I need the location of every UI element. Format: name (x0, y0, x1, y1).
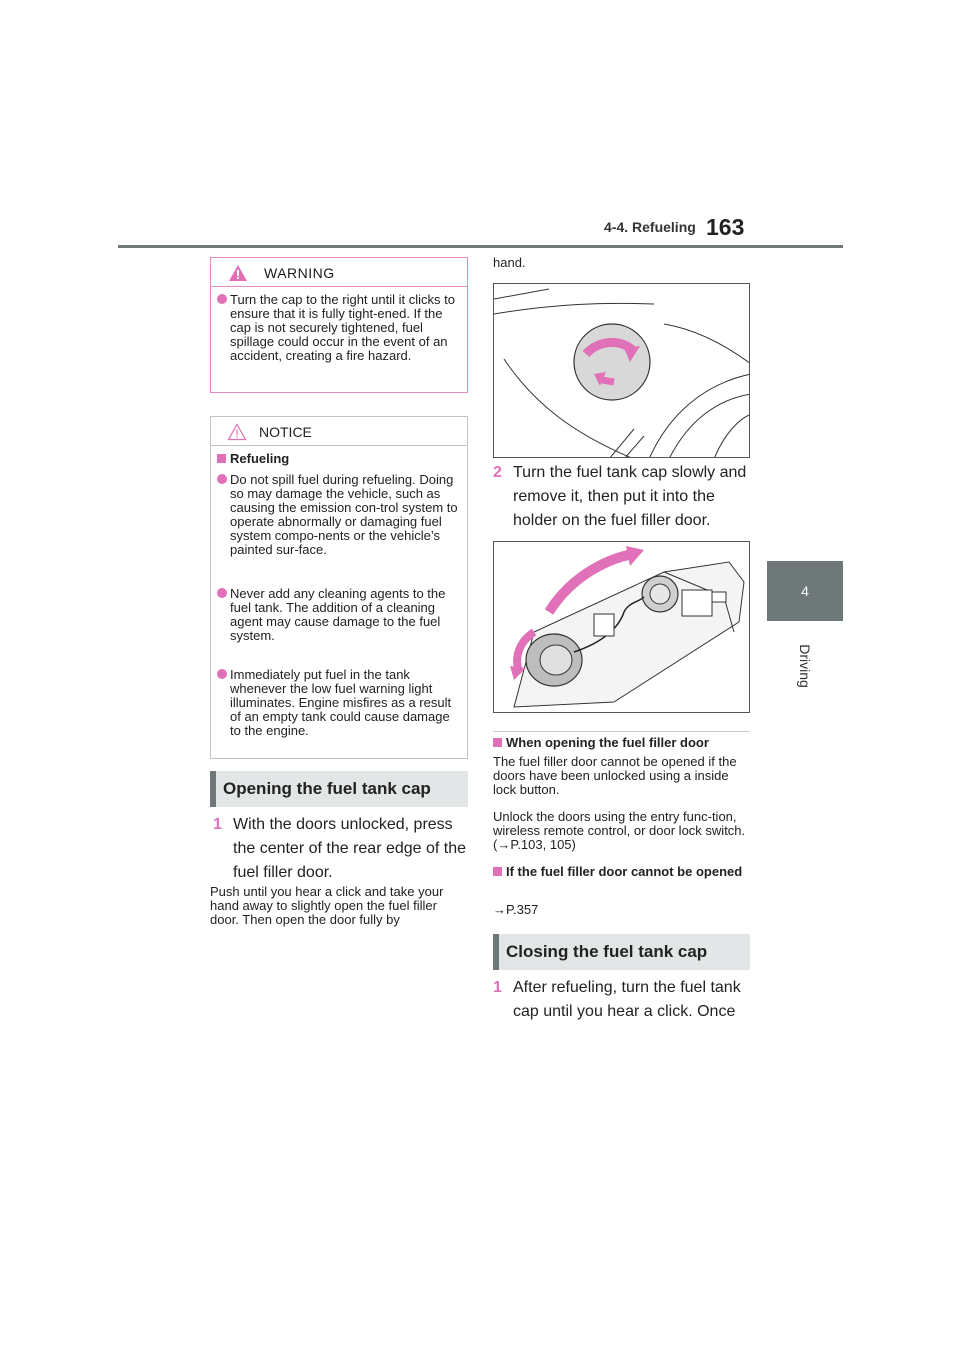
notice-item-text: Immediately put fuel in the tank whenever the low fuel warning light illuminates. Engine misfires as a result of an empty tank could cause damage to the engine. (230, 667, 452, 738)
bullet-icon (217, 588, 227, 598)
opening-step-1 (213, 813, 468, 885)
notice-item-text: Do not spill fuel during refueling. Doing so may damage the vehicle, such as causing the emission con-trol system to operate abnormally or damaging fuel system compo-nents or the vehicle’s painted sur-face. (230, 472, 458, 557)
warning-item (217, 293, 463, 363)
notice-box (210, 416, 468, 759)
opening-step-2 (493, 461, 750, 533)
note-1-paragraph-2[interactable]: Unlock the doors using the entry func-tion, wireless remote control, or door lock switch. (→P.103, 105) (493, 809, 746, 852)
square-bullet-icon (217, 454, 226, 463)
note-1-heading (493, 736, 750, 750)
fuel-door-press-drawing (494, 284, 750, 458)
fuel-door-press-illustration (493, 283, 750, 458)
notice-header (211, 417, 467, 446)
opening-heading: Opening the fuel tank cap (210, 771, 468, 807)
warning-box (210, 257, 468, 393)
header-divider (118, 245, 843, 248)
chapter-label: Driving (797, 644, 813, 688)
notice-title: NOTICE (259, 424, 312, 440)
step-text: With the doors unlocked, press the center of the rear edge of the fuel filler door. (233, 816, 467, 881)
closing-step-1 (493, 976, 750, 1024)
step-text: After refueling, turn the fuel tank cap until you hear a click. Once (513, 979, 741, 1020)
notice-subheading (217, 452, 289, 466)
note-1-heading-text: When opening the fuel filler door (506, 735, 709, 750)
note-2-reference[interactable]: →P.357 (493, 902, 539, 917)
warning-title: WARNING (264, 265, 335, 281)
notice-item-text: Never add any cleaning agents to the fuel tank. The addition of a cleaning agent may cause damage to the fuel system. (230, 586, 446, 643)
warning-header (211, 258, 467, 287)
note-2-heading-text: If the fuel filler door cannot be opened (506, 864, 743, 879)
notice-item (217, 587, 463, 643)
note-1-paragraph-1: The fuel filler door cannot be opened if the doors have been unlocked using a inside lock button. (493, 754, 737, 797)
page-number: 163 (706, 214, 745, 240)
bullet-icon (217, 669, 227, 679)
note-2-heading (493, 865, 750, 879)
chapter-tab[interactable]: 4 (767, 561, 843, 621)
square-bullet-icon (493, 738, 502, 747)
notice-subheading-text: Refueling (230, 451, 290, 466)
warning-item-text: Turn the cap to the right until it clicks to ensure that it is fully tight-ened. If the cap is not securely tightened, fuel spillage could occur in the event of an accident, creating a fire hazard. (230, 292, 455, 363)
caution-triangle-icon (227, 423, 247, 441)
bullet-icon (217, 294, 227, 304)
opening-step-1-detail: Push until you hear a click and take your hand away to slightly open the fuel filler door. Then open the door fully by (210, 884, 444, 927)
fuel-cap-remove-illustration (493, 541, 750, 713)
bullet-icon (217, 474, 227, 484)
step-number: 1 (493, 979, 502, 996)
opening-step-1-detail-cont: hand. (493, 255, 526, 270)
step-text: Turn the fuel tank cap slowly and remove it, then put it into the holder on the fuel filler door. (513, 464, 747, 529)
warning-triangle-icon (228, 264, 248, 282)
section-title: 4-4. Refueling (604, 219, 696, 235)
closing-heading: Closing the fuel tank cap (493, 934, 750, 970)
notice-item (217, 668, 463, 738)
step-number: 2 (493, 464, 502, 481)
step-number: 1 (213, 816, 222, 833)
square-bullet-icon (493, 867, 502, 876)
notice-item (217, 473, 463, 557)
fuel-cap-remove-drawing (494, 542, 750, 713)
notes-divider (493, 731, 750, 732)
